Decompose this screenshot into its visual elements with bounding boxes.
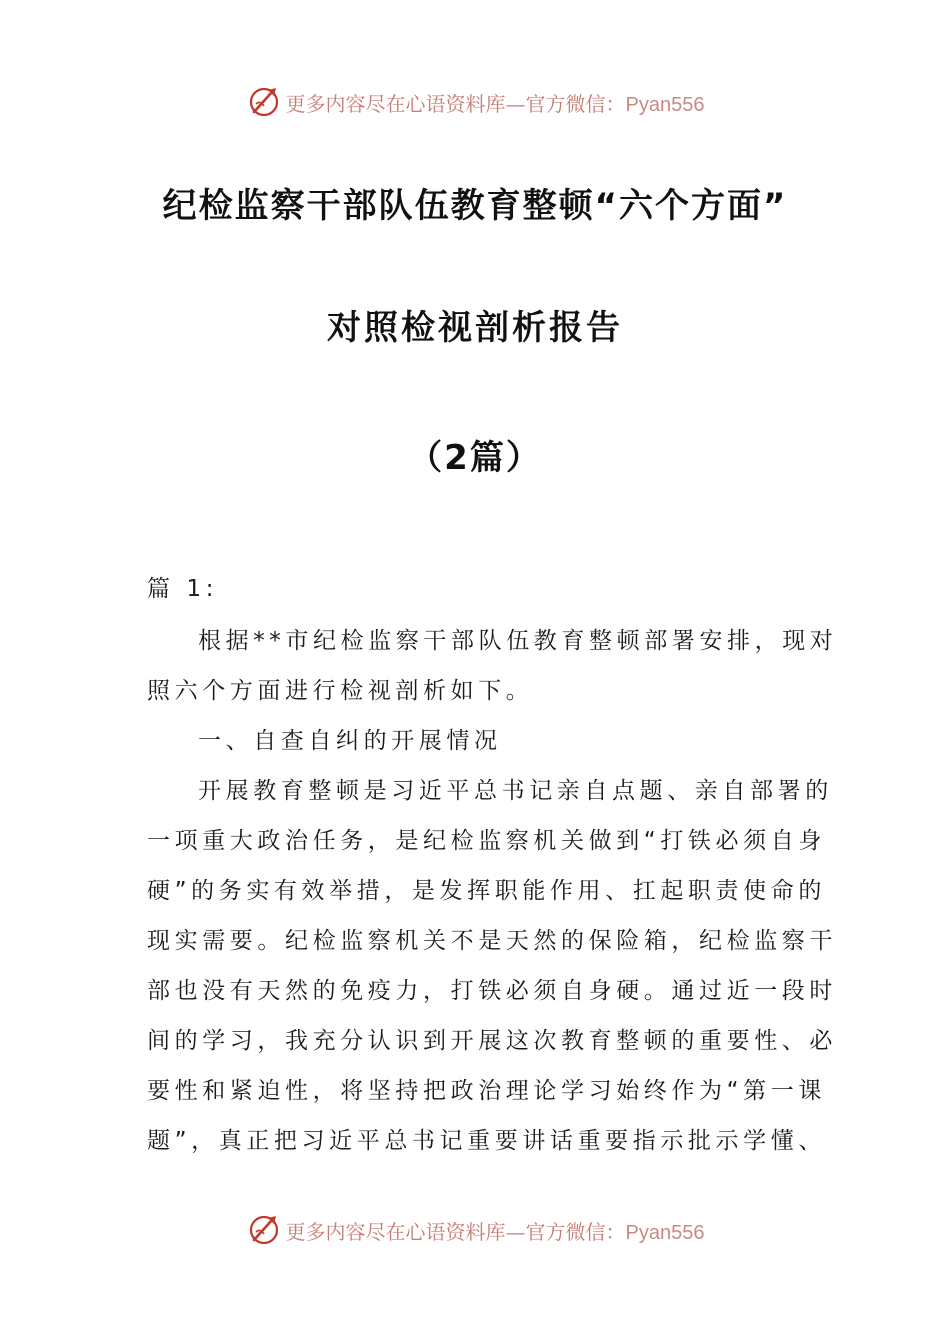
- paragraph-line: 间的学习，我充分认识到开展这次教育整顿的重要性、必: [147, 1028, 837, 1054]
- paragraph-line: 开展教育整顿是习近平总书记亲自点题、亲自部署的: [198, 778, 833, 804]
- paragraph-line: 题”，真正把习近平总书记重要讲话重要指示批示学懂、: [147, 1128, 826, 1154]
- watermark-wechat-id: Pyan556: [625, 93, 705, 116]
- paragraph-line: 照六个方面进行检视剖析如下。: [147, 678, 534, 704]
- paragraph-line: 硬”的务实有效举措，是发挥职能作用、扛起职责使命的: [147, 878, 826, 904]
- watermark-text: [286, 88, 705, 117]
- watermark-wechat-id: Pyan556: [625, 1221, 705, 1244]
- paragraph-line: 要性和紧迫性，将坚持把政治理论学习始终作为“第一课: [147, 1078, 826, 1104]
- pen-circle-logo-icon: [246, 84, 282, 120]
- watermark-text: [286, 1216, 705, 1245]
- paragraph-line: 根据**市纪检监察干部队伍教育整顿部署安排，现对: [198, 628, 838, 654]
- paragraph-line: 一项重大政治任务，是纪检监察机关做到“打铁必须自身: [147, 828, 826, 854]
- section-label: 篇 1:: [147, 576, 219, 602]
- header-watermark: [0, 82, 950, 122]
- document-title-line-2: 对照检视剖析报告: [327, 308, 623, 348]
- footer-watermark: [0, 1210, 950, 1250]
- section-heading: 一、自查自纠的开展情况: [198, 728, 502, 754]
- paragraph-line: 现实需要。纪检监察机关不是天然的保险箱，纪检监察干: [147, 928, 837, 954]
- watermark-main: 更多内容尽在心语资料库—官方微信：: [285, 1219, 626, 1244]
- paragraph-line: 部也没有天然的免疫力，打铁必须自身硬。通过近一段时: [147, 978, 837, 1004]
- pen-circle-logo-icon: [246, 1212, 282, 1248]
- watermark-main: 更多内容尽在心语资料库—官方微信：: [285, 91, 626, 116]
- document-title-count: （2篇）: [408, 438, 542, 478]
- document-title-line-1: 纪检监察干部队伍教育整顿“六个方面”: [162, 186, 788, 226]
